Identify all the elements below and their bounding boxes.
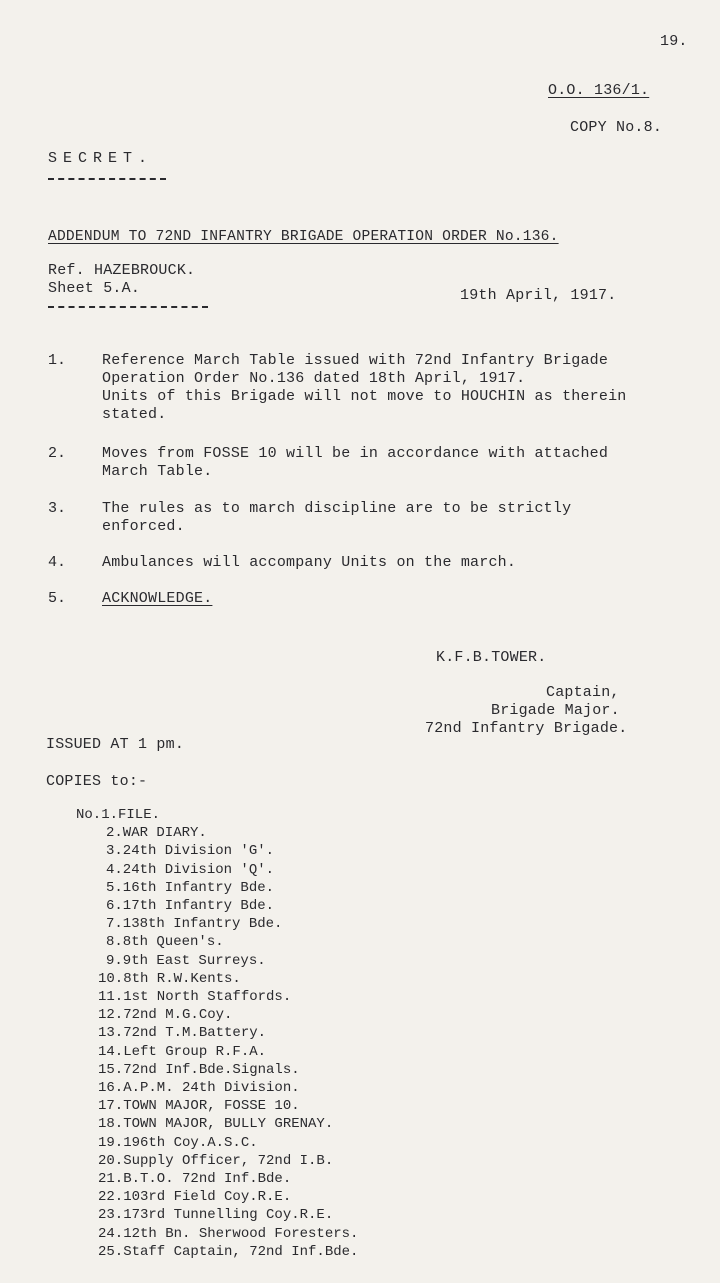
document-title: ADDENDUM TO 72ND INFANTRY BRIGADE OPERATION ORDER No.136. xyxy=(48,229,559,245)
list-item: 17.TOWN MAJOR, FOSSE 10. xyxy=(98,1098,300,1115)
list-item: 3.24th Division 'G'. xyxy=(106,843,275,860)
signature-rank: Captain, xyxy=(546,684,620,701)
item-number: 5. xyxy=(48,590,67,607)
signature-name: K.F.B.TOWER. xyxy=(436,649,547,666)
item-text: The rules as to march discipline are to be strictly enforced. xyxy=(102,500,572,535)
list-item: 11.1st North Staffords. xyxy=(98,989,292,1006)
classification: SECRET. xyxy=(48,150,154,167)
signature-unit: 72nd Infantry Brigade. xyxy=(425,720,628,737)
map-sheet: Sheet 5.A. xyxy=(48,280,141,297)
issued-time: ISSUED AT 1 pm. xyxy=(46,736,185,753)
copy-number: COPY No.8. xyxy=(570,119,663,136)
document-date: 19th April, 1917. xyxy=(460,287,617,304)
item-text: Ambulances will accompany Units on the march. xyxy=(102,554,517,571)
item-number: 1. xyxy=(48,352,67,369)
item-text: Moves from FOSSE 10 will be in accordance with attached March Table. xyxy=(102,445,609,480)
list-item: 24.12th Bn. Sherwood Foresters. xyxy=(98,1225,359,1242)
list-item: 15.72nd Inf.Bde.Signals. xyxy=(98,1061,300,1078)
distribution-list xyxy=(76,806,358,1261)
list-item: 14.Left Group R.F.A. xyxy=(98,1043,267,1060)
item-number: 3. xyxy=(48,500,67,517)
list-item: 19.196th Coy.A.S.C. xyxy=(98,1134,258,1151)
order-reference: O.O. 136/1. xyxy=(548,82,650,99)
list-item: 4.24th Division 'Q'. xyxy=(106,861,275,878)
map-reference: Ref. HAZEBROUCK. xyxy=(48,262,196,279)
copies-heading: COPIES to:- xyxy=(46,773,148,790)
item-number: 2. xyxy=(48,445,67,462)
list-item: 21.B.T.O. 72nd Inf.Bde. xyxy=(98,1171,292,1188)
classification-underline xyxy=(48,178,166,180)
page-number: 19. xyxy=(660,33,688,50)
list-item: 16.A.P.M. 24th Division. xyxy=(98,1080,300,1097)
list-item: 23.173rd Tunnelling Coy.R.E. xyxy=(98,1207,334,1224)
signature-appointment: Brigade Major. xyxy=(491,702,620,719)
item-number: 4. xyxy=(48,554,67,571)
list-item: 12.72nd M.G.Coy. xyxy=(98,1007,233,1024)
list-item: 20.Supply Officer, 72nd I.B. xyxy=(98,1152,334,1169)
item-text: Reference March Table issued with 72nd Infantry Brigade Operation Order No.136 dated 18th April, 1917. Units of this Brigade will not move to HOUCHIN as therein stated. xyxy=(102,352,627,423)
reference-underline xyxy=(48,306,208,308)
list-item: 7.138th Infantry Bde. xyxy=(106,916,283,933)
list-item: 10.8th R.W.Kents. xyxy=(98,970,241,987)
item-text: ACKNOWLEDGE. xyxy=(102,590,213,607)
list-item: 18.TOWN MAJOR, BULLY GRENAY. xyxy=(98,1116,334,1133)
list-item: 25.Staff Captain, 72nd Inf.Bde. xyxy=(98,1243,359,1260)
list-item: 6.17th Infantry Bde. xyxy=(106,898,275,915)
list-item: 2.WAR DIARY. xyxy=(106,825,207,842)
list-item: 13.72nd T.M.Battery. xyxy=(98,1025,267,1042)
list-item: No.1.FILE. xyxy=(76,807,161,823)
list-item: 9.9th East Surreys. xyxy=(106,952,266,969)
list-item: 8.8th Queen's. xyxy=(106,934,224,951)
list-item: 5.16th Infantry Bde. xyxy=(106,879,275,896)
list-item: 22.103rd Field Coy.R.E. xyxy=(98,1189,292,1206)
